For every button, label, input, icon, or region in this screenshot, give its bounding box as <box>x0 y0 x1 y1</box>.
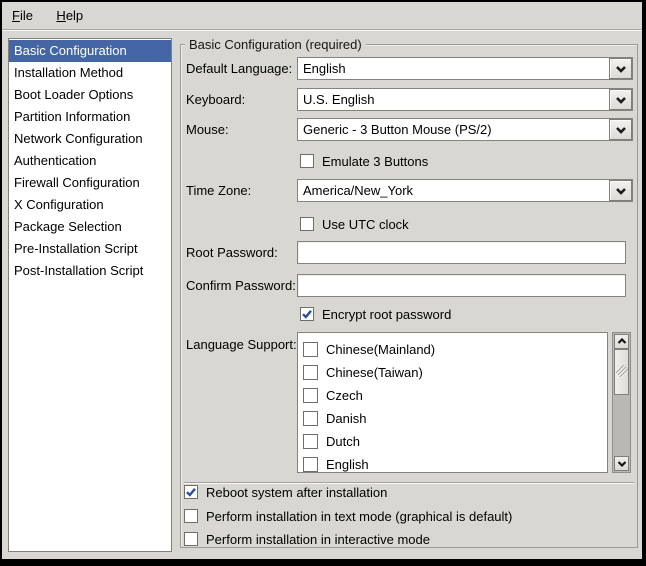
language-option-label: Chinese(Taiwan) <box>326 365 423 380</box>
scrollbar[interactable] <box>612 332 631 473</box>
checkbox-box <box>184 485 198 499</box>
sidebar-item[interactable]: Partition Information <box>14 109 131 124</box>
menu-item-help[interactable]: Help <box>56 8 84 23</box>
checkbox-box <box>303 365 318 380</box>
arrow-down-icon <box>617 460 627 467</box>
config-frame <box>180 37 638 548</box>
arrow-up-icon <box>617 338 627 345</box>
frame-title: Basic Configuration (required) <box>185 37 366 52</box>
combo-arrow-button[interactable] <box>609 58 632 79</box>
emulate-3-buttons-checkbox[interactable] <box>300 153 428 169</box>
chevron-down-icon <box>615 187 627 195</box>
confirm-password-input[interactable] <box>297 274 626 297</box>
checkbox-label: Perform installation in text mode (graphical is default) <box>206 508 513 524</box>
text-mode-checkbox[interactable] <box>184 508 512 524</box>
sidebar-item[interactable]: Package Selection <box>14 219 122 234</box>
default-language-combo[interactable] <box>297 57 633 80</box>
checkbox-label: Encrypt root password <box>322 306 452 322</box>
language-option-label: Danish <box>326 411 367 426</box>
keyboard-label: Keyboard: <box>186 92 246 107</box>
language-option-label: Chinese(Mainland) <box>326 342 436 357</box>
language-option[interactable] <box>298 407 607 430</box>
check-icon <box>185 486 197 498</box>
language-option-label: English <box>326 457 369 472</box>
checkbox-label: Use UTC clock <box>322 216 409 232</box>
timezone-combo[interactable] <box>297 179 633 202</box>
window-border <box>642 0 646 566</box>
checkbox-box <box>300 154 314 168</box>
language-option[interactable] <box>298 338 607 361</box>
checkbox-label: Emulate 3 Buttons <box>322 153 429 169</box>
combo-value: Generic - 3 Button Mouse (PS/2) <box>303 122 492 137</box>
chevron-down-icon <box>615 96 627 104</box>
confirm-password-label: Confirm Password: <box>186 278 296 293</box>
scroll-up-button[interactable] <box>614 334 629 349</box>
window-border <box>0 559 646 566</box>
combo-arrow-button[interactable] <box>609 89 632 110</box>
scroll-thumb[interactable] <box>614 349 629 395</box>
grip-icon <box>616 365 628 379</box>
sidebar-item[interactable]: Network Configuration <box>14 131 143 146</box>
root-password-label: Root Password: <box>186 245 278 260</box>
language-option[interactable] <box>298 430 607 453</box>
checkbox-box <box>300 217 314 231</box>
reboot-checkbox[interactable] <box>184 484 387 500</box>
window-border <box>0 0 2 566</box>
chevron-down-icon <box>615 65 627 73</box>
language-support-list <box>297 332 608 473</box>
checkbox-box <box>303 388 318 403</box>
sidebar-list <box>8 38 172 552</box>
checkbox-box <box>303 457 318 472</box>
sidebar-item[interactable]: Installation Method <box>14 65 124 80</box>
language-support-label: Language Support: <box>186 337 297 352</box>
sidebar-item[interactable]: X Configuration <box>14 197 104 212</box>
checkbox-box <box>300 307 314 321</box>
combo-value: America/New_York <box>303 183 414 198</box>
scroll-down-button[interactable] <box>614 456 629 471</box>
language-option-label: Czech <box>326 388 363 403</box>
root-password-input[interactable] <box>297 241 626 264</box>
default-language-label: Default Language: <box>186 61 293 76</box>
sidebar-item[interactable]: Authentication <box>14 153 97 168</box>
mouse-combo[interactable] <box>297 118 633 141</box>
language-option[interactable] <box>298 361 607 384</box>
checkbox-box <box>303 342 318 357</box>
checkbox-label: Perform installation in interactive mode <box>206 531 430 547</box>
combo-arrow-button[interactable] <box>609 119 632 140</box>
sidebar-item[interactable]: Post-Installation Script <box>14 263 144 278</box>
window-border <box>0 0 646 2</box>
checkbox-box <box>184 532 198 546</box>
sidebar-item[interactable]: Boot Loader Options <box>14 87 134 102</box>
sidebar-item[interactable]: Basic Configuration <box>9 40 171 62</box>
combo-value: U.S. English <box>303 92 375 107</box>
sidebar-item[interactable]: Pre-Installation Script <box>14 241 138 256</box>
check-icon <box>301 308 313 320</box>
checkbox-box <box>184 509 198 523</box>
encrypt-password-checkbox[interactable] <box>300 306 451 322</box>
use-utc-checkbox[interactable] <box>300 216 409 232</box>
language-option[interactable] <box>298 384 607 407</box>
combo-arrow-button[interactable] <box>609 180 632 201</box>
checkbox-box <box>303 434 318 449</box>
chevron-down-icon <box>615 126 627 134</box>
checkbox-label: Reboot system after installation <box>206 484 388 500</box>
language-option-label: Dutch <box>326 434 360 449</box>
menubar <box>2 2 642 30</box>
checkbox-box <box>303 411 318 426</box>
mouse-label: Mouse: <box>186 122 229 137</box>
timezone-label: Time Zone: <box>186 183 252 198</box>
interactive-mode-checkbox[interactable] <box>184 531 430 547</box>
combo-value: English <box>303 61 346 76</box>
sidebar-item[interactable]: Firewall Configuration <box>14 175 140 190</box>
menu-item-file[interactable]: File <box>12 8 33 23</box>
keyboard-combo[interactable] <box>297 88 633 111</box>
language-option[interactable] <box>298 453 607 473</box>
